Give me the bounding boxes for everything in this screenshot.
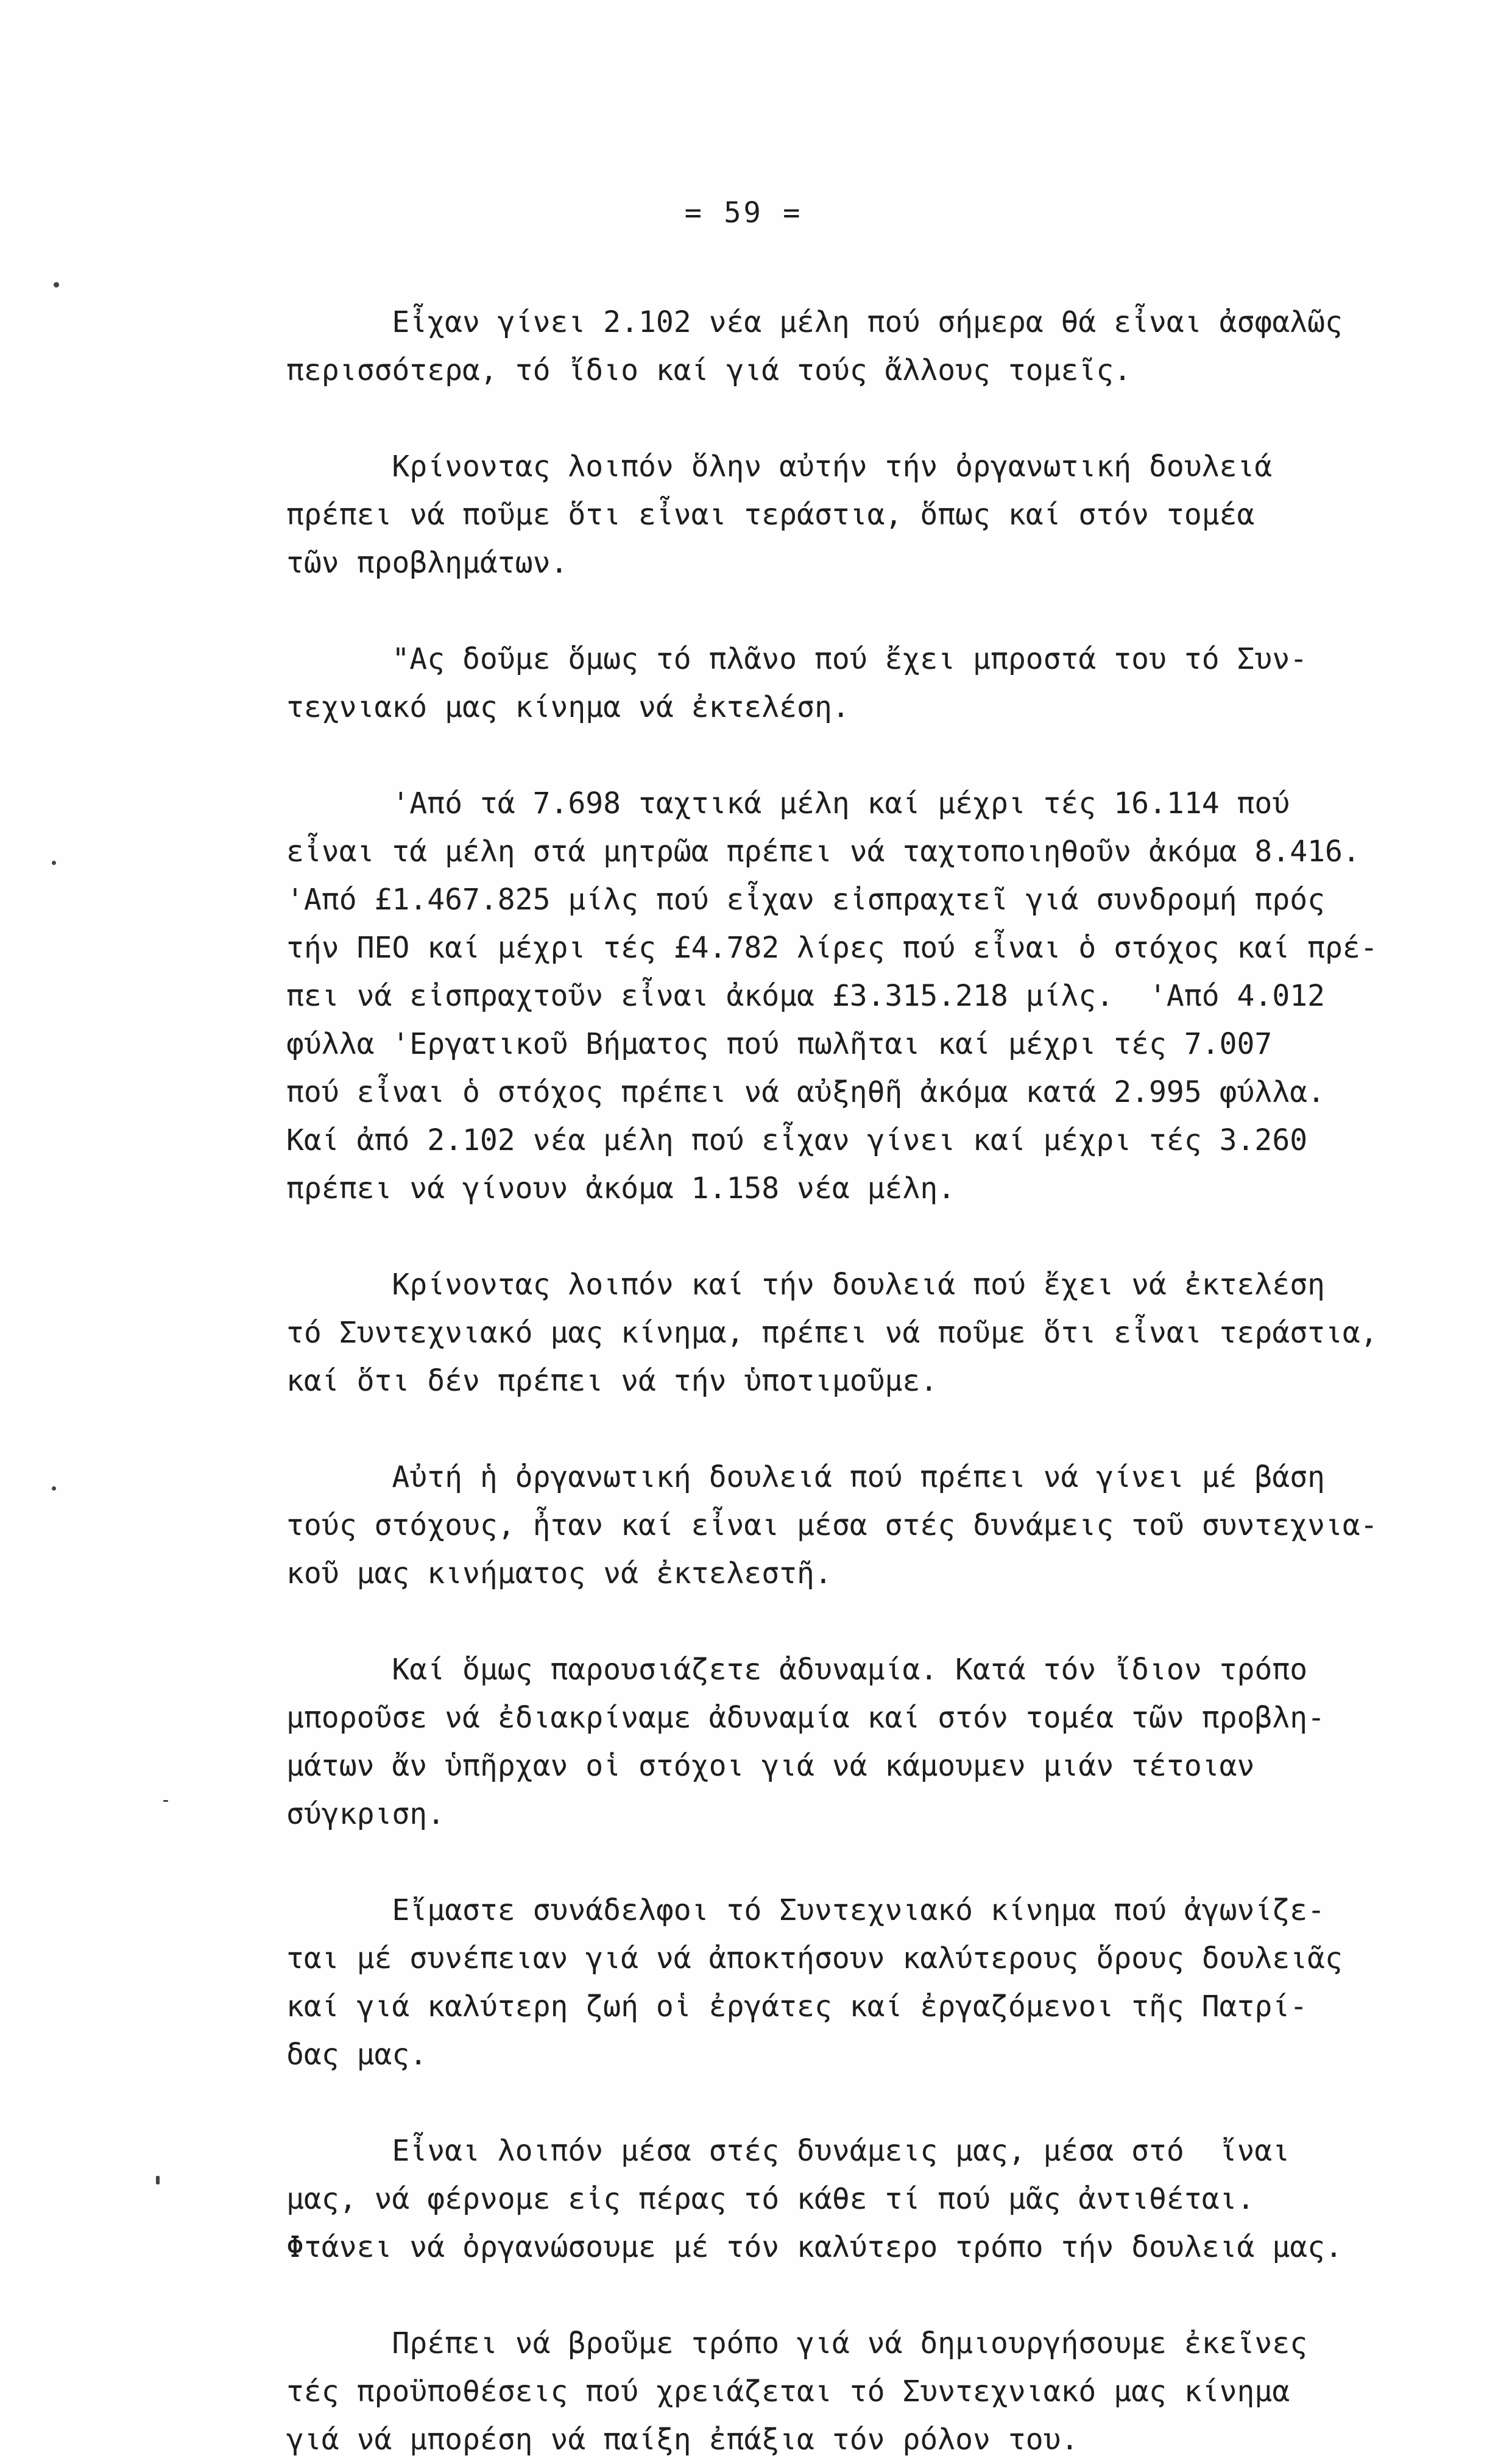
- text-line: περισσότερα, τό ἴδιο καί γιά τούς ἄλλους τομεῖς.: [286, 353, 1132, 387]
- text-line: φύλλα 'Εργατικοῦ Βήματος πού πωλῆται καί μέχρι τές 7.007: [286, 1027, 1273, 1061]
- page-number: = 59 =: [684, 196, 803, 230]
- paragraph: [286, 1887, 1444, 2079]
- text-line: τεχνιακό μας κίνημα νά ἐκτελέση.: [286, 690, 850, 724]
- text-line: πει νά εἰσπραχτοῦν εἶναι ἀκόμα £3.315.218 μίλς. 'Από 4.012: [286, 979, 1326, 1013]
- text-line: Καί ὅμως παρουσιάζετε ἀδυναμία. Κατά τόν ἴδιον τρόπο: [286, 1653, 1308, 1687]
- text-line: τό Συντεχνιακό μας κίνημα, πρέπει νά ποῦμε ὅτι εἶναι τεράστια,: [286, 1316, 1378, 1350]
- text-line: Εἴμαστε συνάδελφοι τό Συντεχνιακό κίνημα πού ἀγωνίζε-: [286, 1893, 1326, 1927]
- scan-speck: [52, 1486, 56, 1491]
- scan-speck: [163, 1800, 168, 1802]
- text-line: πρέπει νά ποῦμε ὅτι εἶναι τεράστια, ὅπως καί στόν τομέα: [286, 498, 1255, 532]
- text-line: Φτάνει νά ὀργανώσουμε μέ τόν καλύτερο τρόπο τήν δουλειά μας.: [286, 2230, 1343, 2264]
- scan-speck: [54, 282, 59, 288]
- paragraph: [286, 635, 1444, 732]
- text-line: γιά νά μπορέση νά παίξη ἐπάξια τόν ρόλον του.: [286, 2423, 1079, 2457]
- paragraph: [286, 298, 1444, 395]
- text-line: Κρίνοντας λοιπόν καί τήν δουλειά πού ἔχει νά ἐκτελέση: [286, 1268, 1326, 1302]
- text-line: Εἶναι λοιπόν μέσα στές δυνάμεις μας, μέσα στό ἴναι: [286, 2134, 1290, 2168]
- scan-speck: [52, 861, 56, 865]
- text-line: τήν ΠΕΟ καί μέχρι τές £4.782 λίρες πού εἶναι ὁ στόχος καί πρέ-: [286, 931, 1378, 965]
- paragraph: [286, 1453, 1444, 1598]
- paragraph: [286, 443, 1444, 587]
- text-line: τές προϋποθέσεις πού χρειάζεται τό Συντεχνιακό μας κίνημα: [286, 2374, 1290, 2409]
- text-line: "Ας δοῦμε ὅμως τό πλᾶνο πού ἔχει μπροστά του τό Συν-: [286, 642, 1308, 676]
- paragraph: [286, 2127, 1444, 2272]
- text-line: εἶναι τά μέλη στά μητρῶα πρέπει νά ταχτοποιηθοῦν ἀκόμα 8.416.: [286, 835, 1360, 869]
- text-line: Αὐτή ἡ ὀργανωτική δουλειά πού πρέπει νά γίνει μέ βάση: [286, 1460, 1326, 1494]
- text-line: Εἶχαν γίνει 2.102 νέα μέλη πού σήμερα θά εἶναι ἀσφαλῶς: [286, 305, 1343, 339]
- text-line: μποροῦσε νά ἐδιακρίναμε ἀδυναμία καί στόν τομέα τῶν προβλη-: [286, 1701, 1326, 1735]
- text-line: καί ὅτι δέν πρέπει νά τήν ὑποτιμοῦμε.: [286, 1364, 938, 1398]
- text-line: πρέπει νά γίνουν ἀκόμα 1.158 νέα μέλη.: [286, 1171, 956, 1206]
- text-line: μας, νά φέρνομε εἰς πέρας τό κάθε τί πού μᾶς ἀντιθέται.: [286, 2182, 1255, 2216]
- text-line: Πρέπει νά βροῦμε τρόπο γιά νά δημιουργήσουμε ἐκεῖνες: [286, 2326, 1308, 2360]
- text-line: ται μέ συνέπειαν γιά νά ἀποκτήσουν καλύτερους ὅρους δουλειᾶς: [286, 1941, 1343, 1975]
- text-line: κοῦ μας κινήματος νά ἐκτελεστῆ.: [286, 1556, 832, 1590]
- text-line: καί γιά καλύτερη ζωή οἱ ἐργάτες καί ἐργαζόμενοι τῆς Πατρί-: [286, 1989, 1308, 2024]
- paragraph: [286, 1261, 1444, 1405]
- text-line: σύγκριση.: [286, 1797, 445, 1831]
- paragraph: [286, 2320, 1444, 2464]
- text-line: δας μας.: [286, 2038, 428, 2072]
- text-line: 'Από τά 7.698 ταχτικά μέλη καί μέχρι τές 16.114 πού: [286, 786, 1290, 821]
- text-line: τούς στόχους, ἦταν καί εἶναι μέσα στές δυνάμεις τοῦ συντεχνια-: [286, 1508, 1378, 1542]
- text-line: 'Από £1.467.825 μίλς πού εἶχαν εἰσπραχτεῖ γιά συνδρομή πρός: [286, 883, 1326, 917]
- text-line: πού εἶναι ὁ στόχος πρέπει νά αὐξηθῆ ἀκόμα κατά 2.995 φύλλα.: [286, 1075, 1326, 1109]
- text-line: Καί ἀπό 2.102 νέα μέλη πού εἶχαν γίνει καί μέχρι τές 3.260: [286, 1123, 1308, 1157]
- document-body: [286, 298, 1444, 2464]
- paragraph: [286, 1646, 1444, 1838]
- paragraph: [286, 780, 1444, 1213]
- text-line: Κρίνοντας λοιπόν ὅλην αὐτήν τήν ὀργανωτική δουλειά: [286, 450, 1273, 484]
- text-line: μάτων ἄν ὑπῆρχαν οἱ στόχοι γιά νά κάμουμεν μιάν τέτοιαν: [286, 1749, 1255, 1783]
- scan-speck: [156, 2176, 160, 2184]
- text-line: τῶν προβλημάτων.: [286, 546, 568, 580]
